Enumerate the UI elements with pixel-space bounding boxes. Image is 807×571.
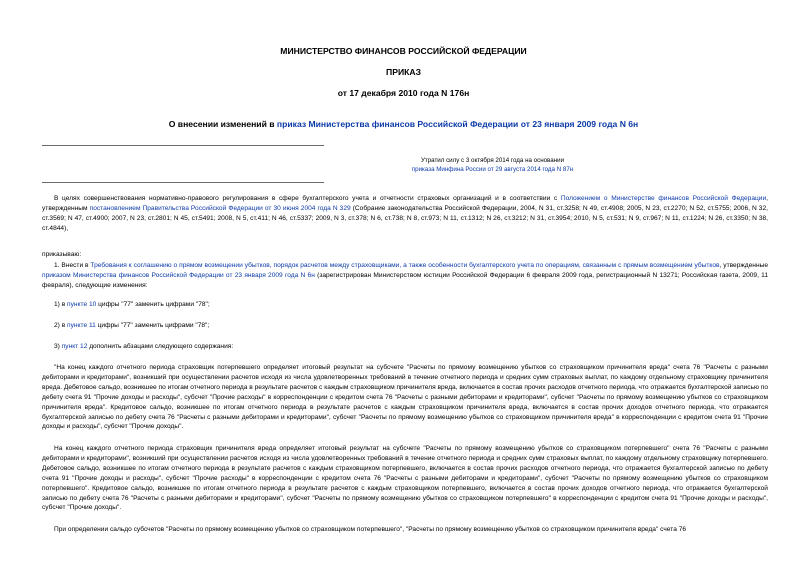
clause-12-link[interactable]: пункт 12: [61, 343, 88, 350]
subitem-2-text-1: 2) в: [54, 322, 68, 329]
regulation-link[interactable]: Положением о Министерстве финансов Российской Федерации: [560, 195, 767, 202]
order-word: приказываю:: [42, 251, 82, 258]
title-order-link[interactable]: приказ Министерства финансов Российской Федерации от 23 января 2009 года N 6н: [276, 119, 639, 129]
subitem-1-text-2: цифры "77" заменить цифрами "78";: [96, 301, 210, 308]
preamble-paragraph: [42, 194, 768, 234]
item-1-text-1: 1. Внести в: [54, 262, 91, 269]
subitem-3: [42, 342, 768, 352]
subitem-2-text-2: цифры "77" заменить цифрами "78";: [95, 322, 210, 329]
order-6n-link[interactable]: приказом Министерства финансов Российской Федерации от 23 января 2009 года N 6н: [42, 271, 315, 279]
clause-11-link[interactable]: пункте 11: [67, 322, 96, 329]
item-1-text-3: (зарегистрирован Министерством юстиции Российской Федерации 6 февраля 2009 года, регистрационный N 13271; Российская газета, 2009, 11 февраля), следующие изменения:: [42, 271, 769, 289]
repeal-order-link[interactable]: приказа Минфина России от 29 августа 2014 года N 87н: [411, 165, 574, 173]
quote-paragraph-2: На конец каждого отчетного периода страховщик причинителя вреда определяет итоговый результат на субсчете "Расчеты по прямому возмещению убытков со страховщиком потерпевшего" счета 76 "Расчеты с разными дебиторами и кредиторами", возникший при осуществлении расчетов исходя из числа удовлетворенных требований в течение отчетного периода и средних сумм страховых выплат, по каждому отдельному страховщику потерпевшего. Дебетовое сальдо, возникшее по итогам отчетного периода в результате расчетов с каждым страховщиком потерпевшего, включается в состав прочих расходов отчетного периода, что отражается бухгалтерской записью по дебету счета 91 "Прочие доходы и расходы", субсчет "Прочие расходы" в корреспонденции с кредитом счета 76 "Расчеты с разными дебиторами и кредиторами", субсчет "Расчеты по прямому возмещению убытков со страховщиком потерпевшего". Кредитовое сальдо, возникшее по итогам отчетного периода в результате расчетов с каждым страховщиком потерпевшего, включается в состав прочих доходов отчетного периода, что отражается бухгалтерской записью по дебету счета 76 "Расчеты с разными дебиторами и кредиторами", субсчет "Расчеты по прямому возмещению убытков со страховщиком потерпевшего" в корреспонденции с кредитом счета 91 "Прочие доходы и расходы", субсчет "Прочие доходы".: [42, 445, 768, 512]
quote-paragraph-1: "На конец каждого отчетного периода страховщик потерпевшего определяет итоговый результат на субсчете "Расчеты по прямому возмещению убытков со страховщиком причинителя вреда" счета 76 "Расчеты с разными дебиторами и кредиторами", возникший при осуществлении расчетов исходя из числа удовлетворенных требований в течение отчетного периода и средних сумм страховых выплат, по каждому отдельному страховщику причинителя вреда. Дебетовое сальдо, возникшее по итогам отчетного периода в результате расчетов с каждым страховщиком причинителя вреда, включается в состав прочих расходов отчетного периода, что отражается бухгалтерской записью по дебету счета 91 "Прочие доходы и расходы", субсчет "Прочие расходы" в корреспонденции с кредитом счета 76 "Расчеты с разными дебиторами и кредиторами", субсчет "Расчеты по прямому возмещению убытков со страховщиком причинителя вреда". Кредитовое сальдо, возникшее по итогам отчетного периода в результате расчетов с каждым страховщиком причинителя вреда, включается в состав прочих доходов отчетного периода, что отражается бухгалтерской записью по дебету счета 76 "Расчеты с разными дебиторами и кредиторами", субсчет "Расчеты по прямому возмещению убытков со страховщиком причинителя вреда" в корреспонденции с кредитом счета 91 "Прочие доходы и расходы", субсчет "Прочие доходы".: [42, 364, 768, 431]
repeal-note-line1: Утратил силу с 3 октября 2014 года на основании: [420, 157, 565, 164]
doc-type-heading: ПРИКАЗ: [386, 67, 421, 77]
document-title: [0, 119, 807, 130]
subitem-3-text-1: 3): [54, 343, 62, 350]
subitem-3-text-2: дополнить абзацами следующего содержания:: [87, 343, 234, 350]
preamble-text-1: В целях совершенствования нормативно-правового регулирования в сфере бухгалтерского учета и отчетности страховых организаций и в соответствии с: [54, 195, 561, 202]
government-decree-link[interactable]: постановлением Правительства Российской Федерации от 30 июня 2004 года N 329: [89, 204, 351, 212]
item-1-text-2: , утвержденные: [719, 262, 768, 269]
item-1-paragraph: [42, 261, 768, 291]
preamble-text-3: (Собрание законодательства Российской Федерации, 2004, N 31, ст.3258; N 49, ст.4908; 2005, N 23, ст.2270; N 52, ст.5755; 2006, N 32, ст.3569; N 47, ст.4900; 2007, N 23, ст.2801; N 45, ст.5491; 2008, N 5, ст.411; N 46, ст.5337; 2009, N 3, ст.378; N 6, ст.738; N 8, ст.973; N 11, ст.1312; N 26, ст.3212; N 31, ст.3954; 2010, N 5, ст.531; N 9, ст.967; N 11, ст.1224; N 26, ст.3350; N 38, ст.4844),: [42, 204, 768, 232]
quote-paragraph-3: При определении сальдо субсчетов "Расчеты по прямому возмещению убытков со страховщиком потерпевшего", "Расчеты по прямому возмещению убытков со страховщиком причинителя вреда" счета 76: [54, 526, 687, 533]
repeal-note: [300, 157, 685, 174]
date-number-heading: от 17 декабря 2010 года N 176н: [337, 88, 470, 98]
preamble-text-2: , утвержденным: [42, 195, 768, 212]
subitem-1: [42, 300, 768, 310]
subitem-1-text-1: 1) в: [54, 301, 68, 308]
requirements-link[interactable]: Требования к соглашению о прямом возмещении убытков, порядок расчетов между страховщиками, а также особенности бухгалтерского учета по операциям, связанным с прямым возмещением убытков: [90, 262, 720, 269]
separator-top: [42, 145, 324, 146]
subitem-2: [42, 321, 768, 331]
title-prefix: О внесении изменений в: [168, 119, 277, 129]
clause-10-link[interactable]: пункте 10: [67, 301, 97, 308]
ministry-heading: МИНИСТЕРСТВО ФИНАНСОВ РОССИЙСКОЙ ФЕДЕРАЦИИ: [280, 46, 527, 56]
separator-bottom: [42, 182, 324, 183]
